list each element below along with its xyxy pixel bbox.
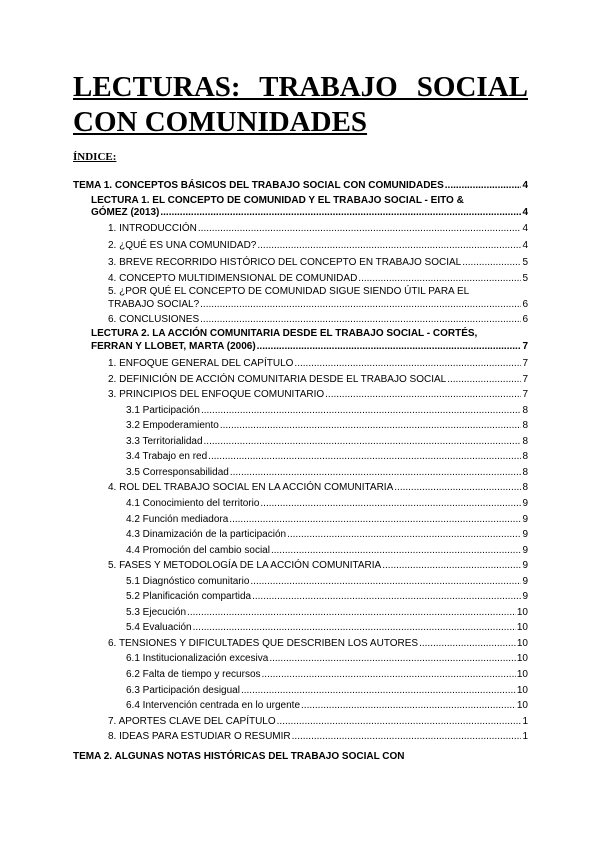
toc-subentry[interactable] <box>126 545 528 557</box>
toc-leader <box>198 223 522 235</box>
toc-entry-label: 3.3 Territorialidad <box>126 436 203 447</box>
toc-subentry[interactable] <box>126 451 528 463</box>
toc-entry-label: 4.1 Conocimiento del territorio <box>126 498 260 509</box>
toc-leader <box>193 622 516 634</box>
toc-entry-l1-item[interactable] <box>108 314 528 326</box>
toc-entry-label: 1. ENFOQUE GENERAL DEL CAPÍTULO <box>108 358 294 369</box>
toc-page-number: 4 <box>522 207 528 218</box>
toc-page-number: 10 <box>516 653 528 664</box>
toc-entry-label: 5.3 Ejecución <box>126 607 187 618</box>
toc-subentry[interactable] <box>126 700 528 712</box>
toc-page-number: 9 <box>522 529 528 540</box>
toc-entry-label: 4. ROL DEL TRABAJO SOCIAL EN LA ACCIÓN COMUNITARIA <box>108 482 394 493</box>
toc-entry-label: 6.1 Institucionalización excesiva <box>126 653 269 664</box>
toc-page-number: 5 <box>522 257 528 268</box>
toc-leader <box>294 358 521 370</box>
toc-subentry[interactable] <box>126 514 528 526</box>
toc-subentry[interactable] <box>126 669 528 681</box>
toc-entry-lectura-2-line-1[interactable]: LECTURA 2. LA ACCIÓN COMUNITARIA DESDE EL TRABAJO SOCIAL - CORTÉS, <box>91 328 478 339</box>
toc-entry-label: 3. BREVE RECORRIDO HISTÓRICO DEL CONCEPTO EN TRABAJO SOCIAL <box>108 257 462 268</box>
toc-page-number: 1 <box>522 731 528 742</box>
toc-entry-l1-item-5[interactable] <box>108 299 528 311</box>
toc-entry-l1-item[interactable] <box>108 240 528 252</box>
title-line-2: CON COMUNIDADES <box>73 106 368 138</box>
toc-page-number: 6 <box>522 314 528 325</box>
toc-page-number: 9 <box>522 514 528 525</box>
toc-leader <box>200 299 521 311</box>
toc-entry-lectura-1[interactable] <box>91 207 528 219</box>
toc-entry-label: 4.2 Función mediadora <box>126 514 229 525</box>
toc-leader <box>252 591 521 603</box>
toc-entry-l2-item[interactable] <box>108 716 528 728</box>
toc-entry-label: TEMA 1. CONCEPTOS BÁSICOS DEL TRABAJO SOCIAL CON COMUNIDADES <box>73 180 444 191</box>
toc-entry-label: 7. APORTES CLAVE DEL CAPÍTULO <box>108 716 276 727</box>
toc-entry-lectura-1-line-1[interactable]: LECTURA 1. EL CONCEPTO DE COMUNIDAD Y EL TRABAJO SOCIAL - EITO & <box>91 195 464 206</box>
toc-entry-l2-item[interactable] <box>108 638 528 650</box>
toc-entry-l2-item[interactable] <box>108 374 528 386</box>
toc-entry-label: 8. IDEAS PARA ESTUDIAR O RESUMIR <box>108 731 291 742</box>
toc-entry-label: 6.2 Falta de tiempo y recursos <box>126 669 261 680</box>
toc-entry-label: 2. DEFINICIÓN DE ACCIÓN COMUNITARIA DESDE EL TRABAJO SOCIAL <box>108 374 447 385</box>
toc-subentry[interactable] <box>126 498 528 510</box>
toc-entry-l2-item[interactable] <box>108 482 528 494</box>
toc-entry-l2-item[interactable] <box>108 560 528 572</box>
toc-entry-lectura-2[interactable] <box>91 341 528 353</box>
toc-leader <box>301 700 516 712</box>
toc-entry-label: 4.4 Promoción del cambio social <box>126 545 270 556</box>
toc-page-number: 10 <box>516 638 528 649</box>
toc-subentry[interactable] <box>126 576 528 588</box>
toc-subentry[interactable] <box>126 607 528 619</box>
toc-entry-label: FERRAN Y LLOBET, MARTA (2006) <box>91 341 256 352</box>
toc-page-number: 10 <box>516 700 528 711</box>
toc-page-number: 8 <box>522 482 528 493</box>
toc-leader <box>269 653 516 665</box>
toc-subentry[interactable] <box>126 436 528 448</box>
toc-leader <box>277 716 522 728</box>
toc-page-number: 7 <box>522 374 528 385</box>
toc-leader <box>201 405 522 417</box>
toc-entry-label: 3.2 Empoderamiento <box>126 420 219 431</box>
toc-leader <box>241 685 516 697</box>
toc-page-number: 9 <box>522 498 528 509</box>
toc-leader <box>257 240 521 252</box>
toc-page-number: 10 <box>516 685 528 696</box>
toc-subentry[interactable] <box>126 529 528 541</box>
toc-page-number: 4 <box>522 240 528 251</box>
toc-leader <box>229 514 521 526</box>
toc-leader <box>419 638 516 650</box>
toc-entry-l1-item[interactable] <box>108 273 528 285</box>
toc-entry-tema-1[interactable] <box>73 180 528 192</box>
toc-leader <box>208 451 521 463</box>
toc-page-number: 4 <box>522 180 528 191</box>
toc-page-number: 8 <box>522 405 528 416</box>
toc-entry-label: 6.3 Participación desigual <box>126 685 240 696</box>
toc-entry-label: 3.5 Corresponsabilidad <box>126 467 229 478</box>
toc-entry-label: TRABAJO SOCIAL? <box>108 299 200 310</box>
toc-subentry[interactable] <box>126 591 528 603</box>
toc-page-number: 6 <box>522 299 528 310</box>
toc-entry-l2-item[interactable] <box>108 389 528 401</box>
toc-entry-label: 3.4 Trabajo en red <box>126 451 208 462</box>
toc-entry-l1-item-5-line-1[interactable]: 5. ¿POR QUÉ EL CONCEPTO DE COMUNIDAD SIGUE SIENDO ÚTIL PARA EL <box>108 286 470 297</box>
toc-subentry[interactable] <box>126 420 528 432</box>
toc-entry-label: 3. PRINCIPIOS DEL ENFOQUE COMUNITARIO <box>108 389 325 400</box>
toc-leader <box>250 576 521 588</box>
toc-leader <box>394 482 521 494</box>
toc-page-number: 8 <box>522 436 528 447</box>
toc-leader <box>187 607 516 619</box>
toc-entry-label: 6. CONCLUSIONES <box>108 314 200 325</box>
toc-page-number: 7 <box>522 341 528 352</box>
toc-subentry[interactable] <box>126 685 528 697</box>
toc-entry-l2-item[interactable] <box>108 358 528 370</box>
toc-subentry[interactable] <box>126 653 528 665</box>
toc-leader <box>204 436 522 448</box>
toc-entry-tema-2[interactable]: TEMA 2. ALGUNAS NOTAS HISTÓRICAS DEL TRABAJO SOCIAL CON <box>73 751 405 762</box>
toc-leader <box>160 207 521 219</box>
toc-entry-label: 5.4 Evaluación <box>126 622 192 633</box>
toc-leader <box>220 420 522 432</box>
toc-entry-label: 3.1 Participación <box>126 405 200 416</box>
toc-entry-label: 5.1 Diagnóstico comunitario <box>126 576 250 587</box>
toc-subentry[interactable] <box>126 467 528 479</box>
toc-entry-label: 5.2 Planificación compartida <box>126 591 252 602</box>
toc-page-number: 9 <box>522 560 528 571</box>
toc-page-number: 5 <box>522 273 528 284</box>
toc-page-number: 7 <box>522 358 528 369</box>
toc-entry-label: 4. CONCEPTO MULTIDIMENSIONAL DE COMUNIDAD <box>108 273 358 284</box>
toc-entry-label: 6. TENSIONES Y DIFICULTADES QUE DESCRIBEN LOS AUTORES <box>108 638 419 649</box>
toc-subentry[interactable] <box>126 405 528 417</box>
toc-subentry[interactable] <box>126 622 528 634</box>
title-line-1: LECTURAS: TRABAJO SOCIAL <box>73 71 528 103</box>
toc-leader <box>445 180 522 192</box>
toc-entry-label: GÓMEZ (2013) <box>91 207 160 218</box>
toc-entry-label: 1. INTRODUCCIÓN <box>108 223 197 234</box>
toc-entry-label: 5. FASES Y METODOLOGÍA DE LA ACCIÓN COMUNITARIA <box>108 560 382 571</box>
toc-leader <box>287 529 521 541</box>
toc-leader <box>257 341 522 353</box>
index-heading: ÍNDICE: <box>73 151 117 163</box>
toc-page-number: 10 <box>516 607 528 618</box>
toc-leader <box>271 545 521 557</box>
toc-entry-label: 2. ¿QUÉ ES UNA COMUNIDAD? <box>108 240 257 251</box>
toc-entry-l1-item[interactable] <box>108 223 528 235</box>
toc-page-number: 8 <box>522 420 528 431</box>
toc-leader <box>358 273 521 285</box>
toc-leader <box>200 314 521 326</box>
toc-page-number: 8 <box>522 451 528 462</box>
toc-leader <box>292 731 522 743</box>
toc-page-number: 10 <box>516 669 528 680</box>
toc-page-number: 10 <box>516 622 528 633</box>
toc-leader <box>462 257 521 269</box>
toc-page-number: 7 <box>522 389 528 400</box>
toc-leader <box>325 389 521 401</box>
toc-page-number: 4 <box>522 223 528 234</box>
toc-leader <box>447 374 521 386</box>
toc-entry-l2-item[interactable] <box>108 731 528 743</box>
toc-leader <box>262 669 516 681</box>
toc-leader <box>382 560 521 572</box>
toc-entry-label: 4.3 Dinamización de la participación <box>126 529 287 540</box>
toc-page-number: 8 <box>522 467 528 478</box>
toc-entry-label: 6.4 Intervención centrada en lo urgente <box>126 700 301 711</box>
toc-leader <box>230 467 522 479</box>
toc-page-number: 9 <box>522 591 528 602</box>
document-title <box>73 70 528 140</box>
toc-page-number: 9 <box>522 545 528 556</box>
toc-entry-l1-item[interactable] <box>108 257 528 269</box>
toc-page-number: 9 <box>522 576 528 587</box>
toc-leader <box>260 498 521 510</box>
toc-page-number: 1 <box>522 716 528 727</box>
